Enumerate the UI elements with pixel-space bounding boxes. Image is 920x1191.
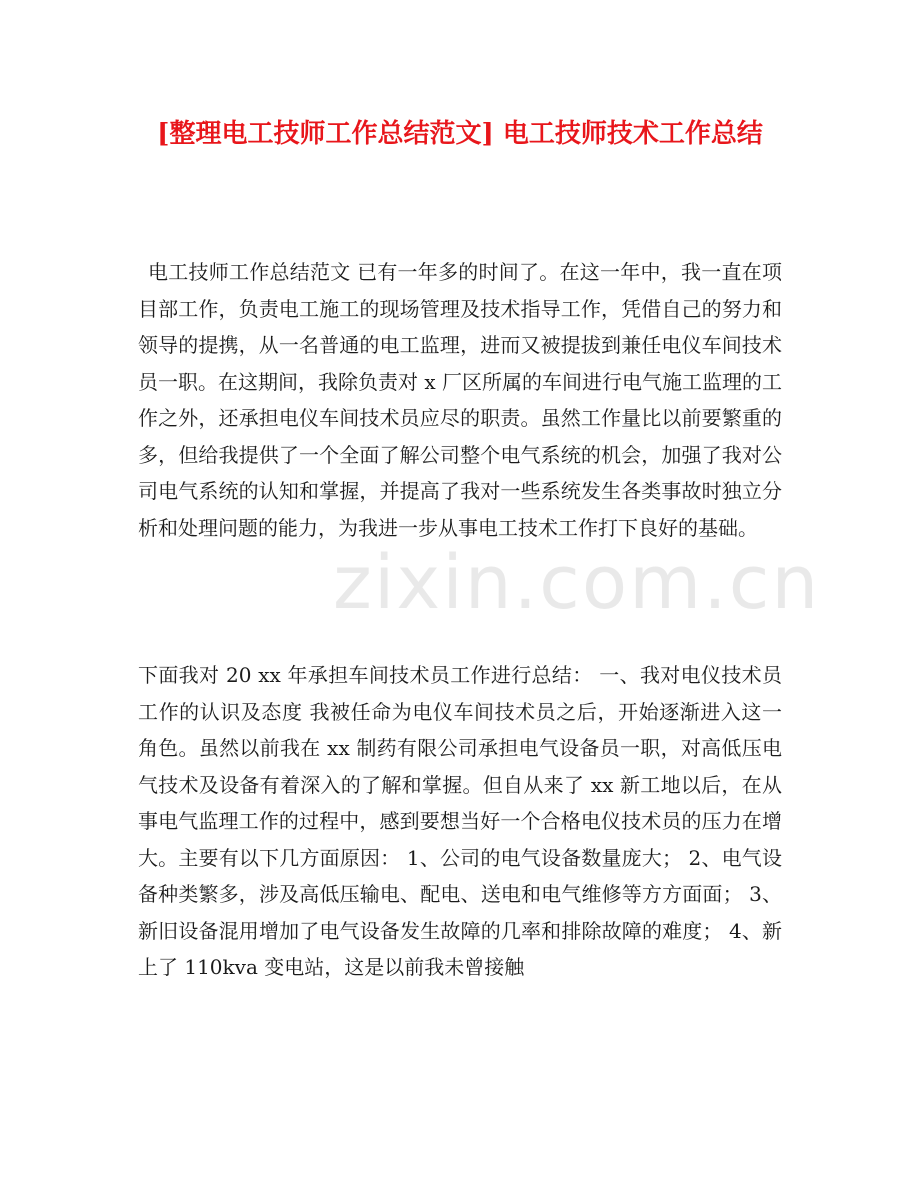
watermark: zixin.com.cn bbox=[333, 540, 821, 626]
paragraph-2: 下面我对 20 xx 年承担车间技术员工作进行总结： 一、我对电仪技术员工作的认识及态度 我被任命为电仪车间技术员之后，开始逐渐进入这一角色。虽然以前我在 xx 制药有限公司承担电气设备员一职，对高低压电气技术及设备有着深入的了解和掌握。但自从来了 xx 新工地以后，在从事电气监理工作的过程中，感到要想当好一个合格电仪技术员的压力在增大。主要有以下几方面原因： 1、公司的电气设备数量庞大； 2、电气设备种类繁多，涉及高低压输电、配电、送电和电气维修等方方面面； 3、新旧设备混用增加了电气设备发生故障的几率和排除故障的难度； 4、新上了 110kva 变电站，这是以前我未曾接触 bbox=[138, 663, 782, 979]
paragraph-1: 电工技师工作总结范文 已有一年多的时间了。在这一年中，我一直在项目部工作，负责电工施工的现场管理及技术指导工作，凭借自己的努力和领导的提携，从一名普通的电工监理，进而又被提拔到兼任电仪车间技术员一职。在这期间，我除负责对 x 厂区所属的车间进行电气施工监理的工作之外，还承担电仪车间技术员应尽的职责。虽然工作量比以前要繁重的多，但给我提供了一个全面了解公司整个电气系统的机会，加强了我对公司电气系统的认知和掌握，并提高了我对一些系统发生各类事故时独立分析和处理问题的能力，为我进一步从事电工技术工作打下良好的基础。 bbox=[138, 260, 782, 540]
document-title: [整理电工技师工作总结范文] 电工技师技术工作总结 bbox=[157, 119, 763, 149]
